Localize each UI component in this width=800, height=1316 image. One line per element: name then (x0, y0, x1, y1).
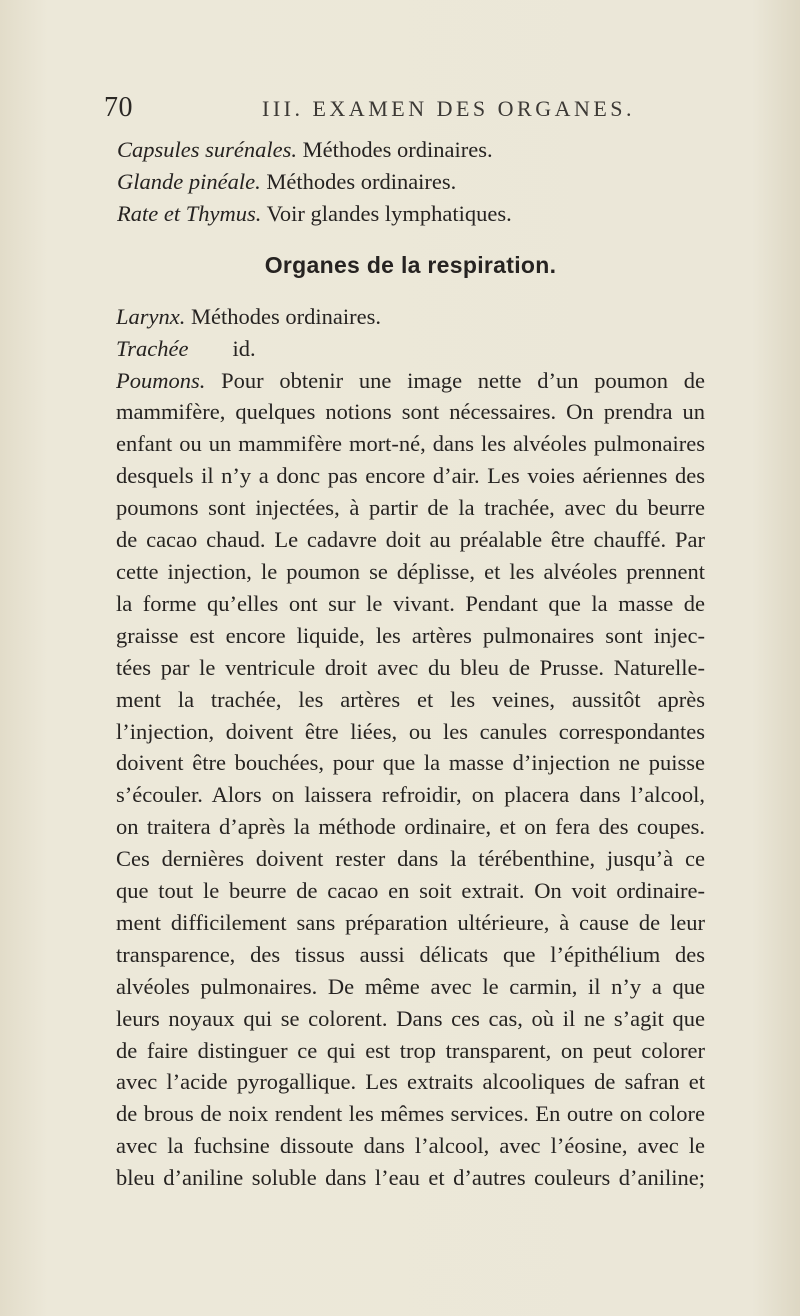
paragraph-line: que tout le beurre de cacao en soit extrait. On voit ordinaire- (116, 878, 705, 904)
entries-bottom (116, 301, 705, 365)
paragraph-line: ment difficilement sans préparation ultérieure, à cause de leur (116, 909, 705, 935)
entry-larynx (116, 301, 705, 333)
entry-trachee (116, 333, 705, 365)
paragraph-line: de cacao chaud. Le cadavre doit au préalable être chauffé. Par (116, 527, 705, 553)
running-head: III. EXAMEN DES ORGANES. (262, 96, 636, 121)
entry-rate-thymus (117, 198, 705, 230)
paragraph-line: la forme qu’elles ont sur le vivant. Pendant que la masse de (116, 590, 705, 616)
paragraph-line: tées par le ventricule droit avec du bleu de Prusse. Naturelle- (116, 654, 705, 680)
paragraph-line: desquels il n’y a donc pas encore d’air. Les voies aériennes des (116, 463, 705, 489)
entry-text: Méthodes ordinaires. (191, 303, 381, 329)
entry-text: id. (232, 335, 256, 361)
paragraph-line: bleu d’aniline soluble dans l’eau et d’autres couleurs d’aniline; (116, 1165, 705, 1191)
page-header (0, 92, 800, 132)
paragraph-line: cette injection, le poumon se déplisse, et les alvéoles prennent (116, 558, 705, 584)
paragraph-text: Pour obtenir une image nette d’un poumon de (221, 367, 705, 393)
entry-term: Capsules surénales. (117, 137, 297, 162)
entry-term: Rate et Thymus. (117, 200, 262, 226)
paragraph-line: avec l’acide pyrogallique. Les extraits alcooliques de safran et (116, 1069, 705, 1095)
page-number: 70 (104, 92, 133, 123)
paragraph-line: transparence, des tissus aussi délicats que l’épithélium des (116, 941, 705, 967)
entry-text: Méthodes ordinaires. (266, 168, 457, 194)
entry-term: Trachée (116, 335, 189, 361)
paragraph-line: l’injection, doivent être liées, ou les canules correspondantes (116, 718, 705, 744)
page-body (116, 134, 705, 1194)
paragraph-line: enfant ou un mammifère mort-né, dans les alvéoles pulmonaires (116, 431, 705, 457)
paragraph-poumons (116, 365, 705, 1195)
paragraph-line: s’écouler. Alors on laissera refroidir, on placera dans l’alcool, (116, 782, 705, 808)
paragraph-line (116, 365, 705, 397)
paragraph-line: mammifère, quelques notions sont nécessaires. On prendra un (116, 399, 705, 425)
entry-term: Glande pinéale. (117, 168, 261, 194)
paragraph-line: de brous de noix rendent les mêmes services. En outre on colore (116, 1101, 705, 1127)
entries-top (117, 134, 705, 230)
entry-glande-pineale (117, 166, 705, 198)
paragraph-line: leurs noyaux qui se colorent. Dans ces cas, où il ne s’agit que (116, 1005, 705, 1031)
section-title: Organes de la respiration. (264, 251, 557, 278)
entry-text: Méthodes ordinaires. (302, 137, 493, 162)
paragraph-line: doivent être bouchées, pour que la masse d’injection ne puisse (116, 750, 705, 776)
paragraph-line: de faire distinguer ce qui est trop transparent, on peut colorer (116, 1037, 705, 1063)
paragraph-line: alvéoles pulmonaires. De même avec le carmin, il n’y a que (116, 973, 705, 999)
paragraph-line: Ces dernières doivent rester dans la térébenthine, jusqu’à ce (116, 846, 705, 872)
entry-text: Voir glandes lymphatiques. (266, 200, 512, 226)
paragraph-line: poumons sont injectées, à partir de la trachée, avec du beurre (116, 495, 705, 521)
paragraph-line: avec la fuchsine dissoute dans l’alcool, avec l’éosine, avec le (116, 1133, 705, 1159)
entry-capsules-surenales (117, 134, 705, 166)
entry-term: Larynx. (116, 303, 186, 329)
paragraph-line: on traitera d’après la méthode ordinaire, et on fera des coupes. (116, 814, 705, 840)
paragraph-line: graisse est encore liquide, les artères pulmonaires sont injec- (116, 622, 705, 648)
entry-term: Poumons. (116, 367, 206, 393)
paragraph-line: ment la trachée, les artères et les veines, aussitôt après (116, 686, 705, 712)
